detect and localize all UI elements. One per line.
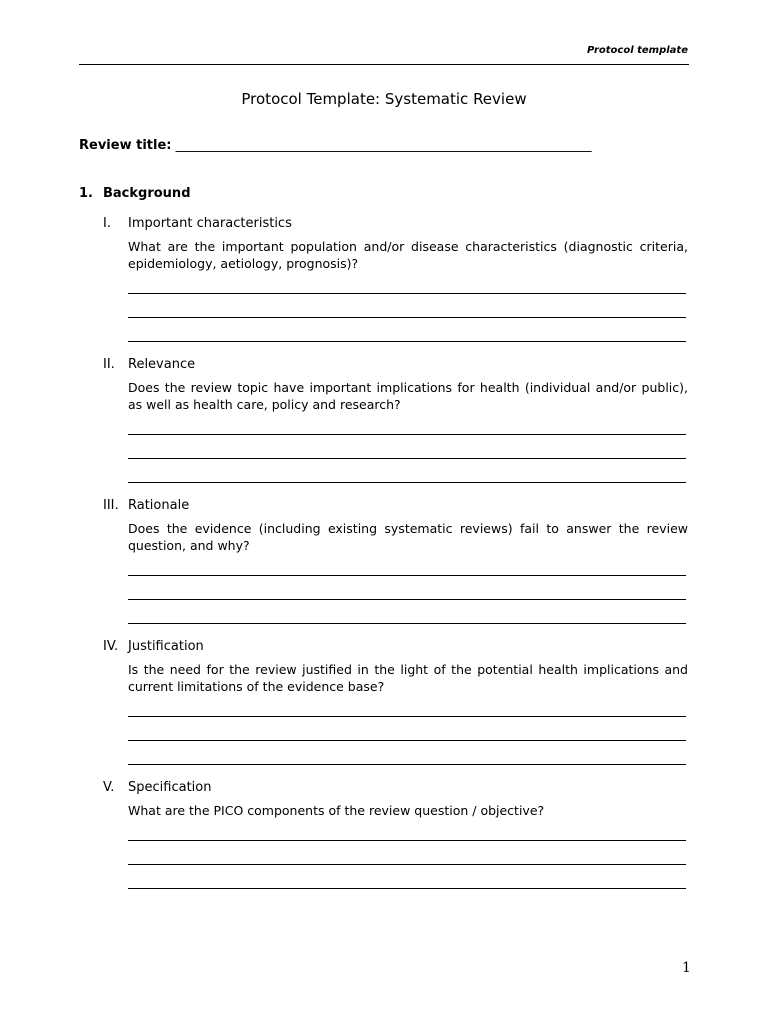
answer-lines xyxy=(128,828,686,889)
answer-line[interactable] xyxy=(128,305,686,318)
answer-line[interactable] xyxy=(128,422,686,435)
answer-line[interactable] xyxy=(128,728,686,741)
subsection-relevance xyxy=(103,355,693,494)
answer-line[interactable] xyxy=(128,470,686,483)
document-title: Protocol Template: Systematic Review xyxy=(241,90,527,108)
subsection-numeral: III. xyxy=(103,498,119,513)
subsection-question: What are the PICO components of the review question / objective? xyxy=(128,803,545,818)
review-title-field xyxy=(79,138,592,153)
subsection-question: What are the important population and/or disease characteristics (diagnostic criteria, epidemiology, aetiology, prognosis)? xyxy=(128,239,688,271)
section-number: 1. xyxy=(79,186,93,201)
subsection-numeral: I. xyxy=(103,216,111,231)
answer-line[interactable] xyxy=(128,281,686,294)
answer-line[interactable] xyxy=(128,446,686,459)
subsection-important-characteristics xyxy=(103,214,693,353)
answer-lines xyxy=(128,281,686,342)
answer-line[interactable] xyxy=(128,876,686,889)
answer-lines xyxy=(128,704,686,765)
section-heading xyxy=(79,186,191,201)
answer-lines xyxy=(128,422,686,483)
section-title: Background xyxy=(103,186,191,201)
page-number: 1 xyxy=(682,960,691,976)
subsection-title: Justification xyxy=(128,639,204,654)
subsection-title: Rationale xyxy=(128,498,190,513)
answer-line[interactable] xyxy=(128,752,686,765)
subsection-heading xyxy=(103,778,693,798)
running-head: Protocol template xyxy=(586,45,688,56)
answer-line[interactable] xyxy=(128,704,686,717)
subsection-heading xyxy=(103,496,693,516)
answer-line[interactable] xyxy=(128,828,686,841)
answer-lines xyxy=(128,563,686,624)
answer-line[interactable] xyxy=(128,587,686,600)
header-rule xyxy=(79,64,689,65)
subsection-question: Does the evidence (including existing systematic reviews) fail to answer the review question, and why? xyxy=(128,521,688,553)
subsection-heading xyxy=(103,214,693,234)
review-title-label: Review title: xyxy=(79,138,172,153)
subsection-title: Specification xyxy=(128,780,212,795)
subsection-title: Important characteristics xyxy=(128,216,292,231)
subsection-numeral: II. xyxy=(103,357,115,372)
subsection-title: Relevance xyxy=(128,357,196,372)
review-title-blank: ________________________________________________________________ xyxy=(175,138,592,153)
subsection-numeral: V. xyxy=(103,780,115,795)
subsection-numeral: IV. xyxy=(103,639,119,654)
subsection-heading xyxy=(103,355,693,375)
answer-line[interactable] xyxy=(128,611,686,624)
answer-line[interactable] xyxy=(128,329,686,342)
subsection-question: Does the review topic have important implications for health (individual and/or public), as well as health care, policy and research? xyxy=(128,380,688,412)
answer-line[interactable] xyxy=(128,852,686,865)
subsection-question: Is the need for the review justified in the light of the potential health implications and current limitations of the evidence base? xyxy=(128,662,688,694)
subsection-rationale xyxy=(103,496,693,635)
answer-line[interactable] xyxy=(128,563,686,576)
subsection-heading xyxy=(103,637,693,657)
subsection-specification xyxy=(103,778,693,900)
subsection-justification xyxy=(103,637,693,776)
